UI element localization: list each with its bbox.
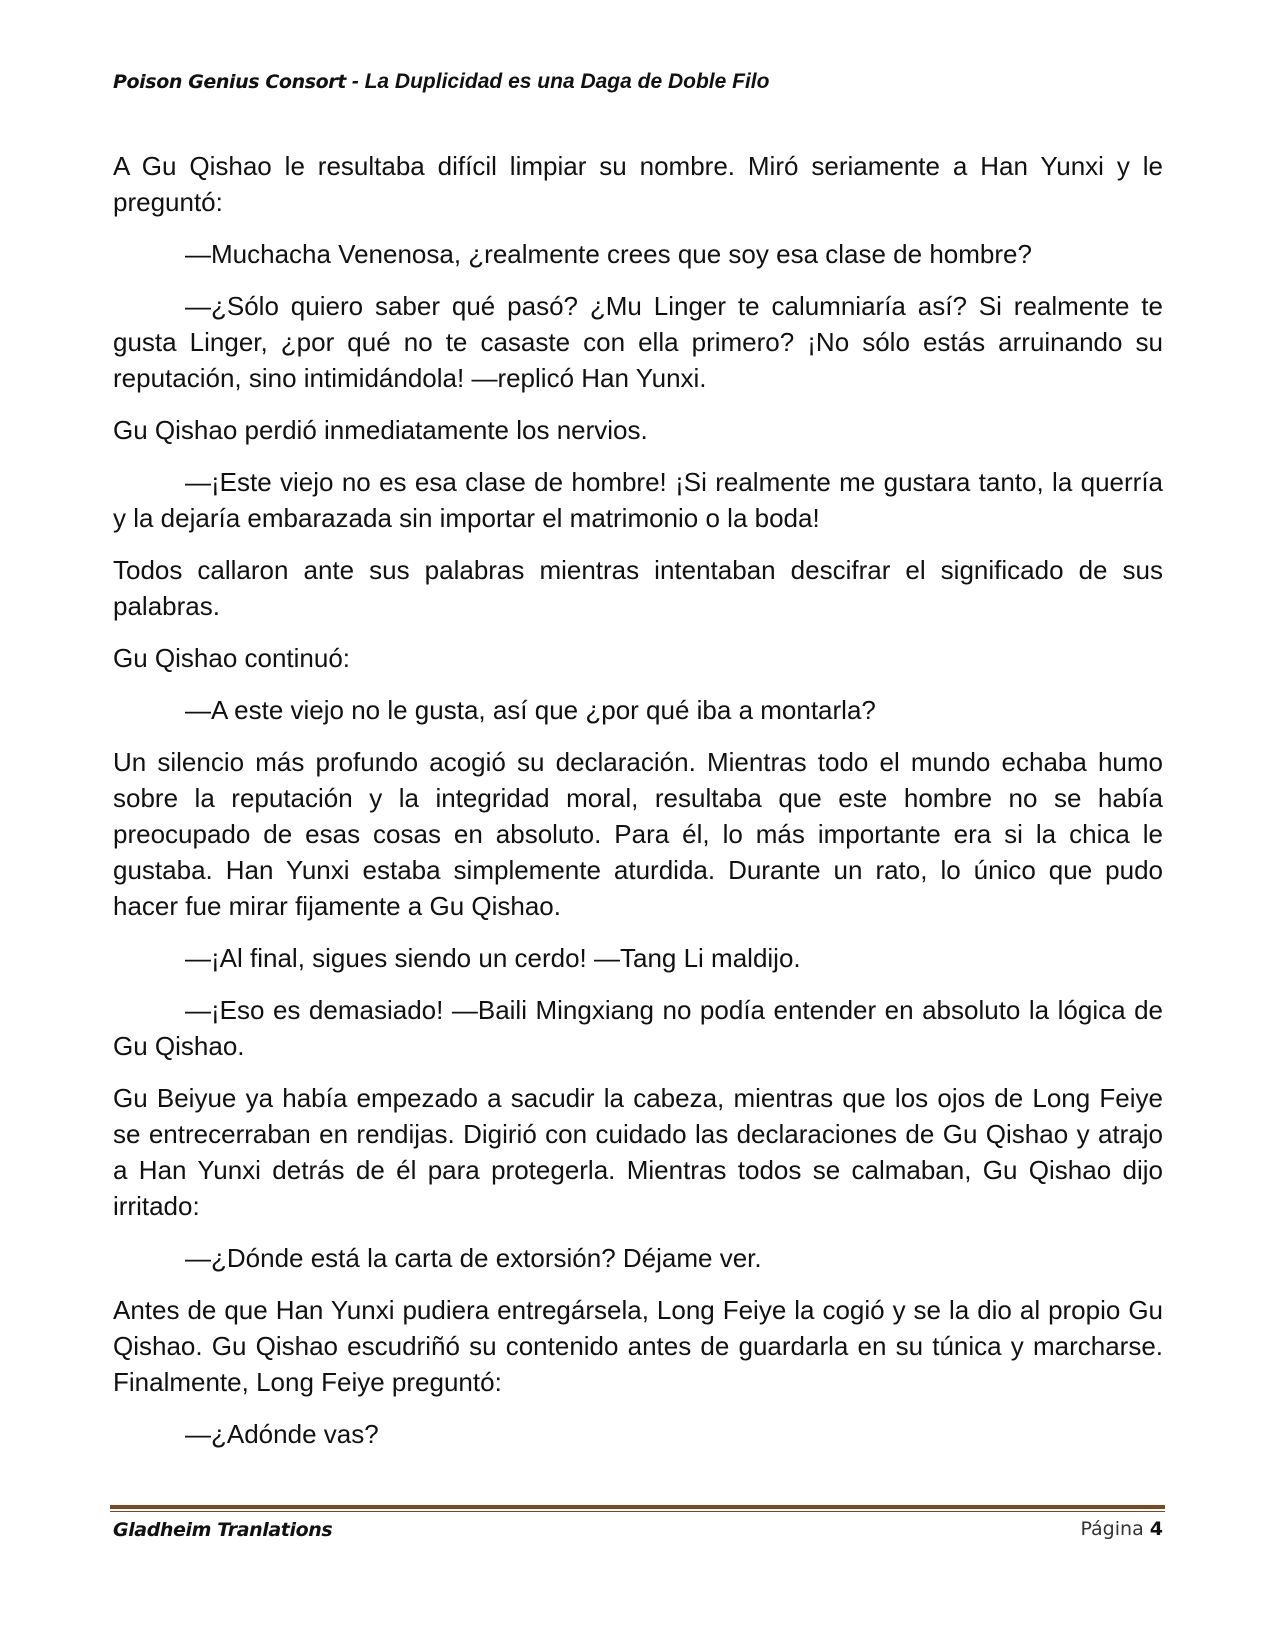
dialog-paragraph: —¡Eso es demasiado! —Baili Mingxiang no podía entender en absoluto la lógica de Gu Qishao. <box>113 995 1163 1061</box>
dialog-paragraph: —Muchacha Venenosa, ¿realmente crees que soy esa clase de hombre? <box>185 239 1032 269</box>
page-indicator <box>1080 1518 1163 1540</box>
narration-paragraph: Todos callaron ante sus palabras mientras intentaban descifrar el significado de sus palabras. <box>113 555 1163 621</box>
dialog-paragraph: —¿Dónde está la carta de extorsión? Déjame ver. <box>185 1243 762 1273</box>
header-separator: - <box>345 70 365 93</box>
dialog-paragraph: —¡Al final, sigues siendo un cerdo! —Tang Li maldijo. <box>185 943 801 973</box>
page-number: 4 <box>1149 1518 1163 1540</box>
footer-rule-thin <box>110 1511 1165 1512</box>
page-label: Página <box>1080 1518 1144 1540</box>
narration-paragraph: Gu Qishao perdió inmediatamente los nervios. <box>113 415 648 445</box>
narration-paragraph: Gu Qishao continuó: <box>113 643 351 673</box>
page-header <box>113 70 1163 94</box>
narration-paragraph: A Gu Qishao le resultaba difícil limpiar su nombre. Miró seriamente a Han Yunxi y le preguntó: <box>113 151 1163 217</box>
footer-rule-thick <box>110 1505 1165 1509</box>
series-title: Poison Genius Consort <box>113 71 346 93</box>
dialog-paragraph: —¿Adónde vas? <box>185 1419 379 1449</box>
narration-paragraph: Antes de que Han Yunxi pudiera entregársela, Long Feiye la cogió y se la dio al propio Gu Qishao. Gu Qishao escudriñó su contenido antes de guardarla en su túnica y marcharse. Finalmente, Long Feiye preguntó: <box>113 1295 1163 1397</box>
dialog-paragraph: —A este viejo no le gusta, así que ¿por qué iba a montarla? <box>185 695 876 725</box>
publisher-name: Gladheim Tranlations <box>113 1519 333 1541</box>
dialog-paragraph: —¡Este viejo no es esa clase de hombre! ¡Si realmente me gustara tanto, la querría y la dejaría embarazada sin importar el matrimonio o la boda! <box>113 467 1163 533</box>
chapter-body <box>113 148 1163 1468</box>
chapter-title: La Duplicidad es una Daga de Doble Filo <box>364 70 770 93</box>
narration-paragraph: Un silencio más profundo acogió su declaración. Mientras todo el mundo echaba humo sobre la reputación y la integridad moral, resultaba que este hombre no se había preocupado de esas cosas en absoluto. Para él, lo más importante era si la chica le gustaba. Han Yunxi estaba simplemente aturdida. Durante un rato, lo único que pudo hacer fue mirar fijamente a Gu Qishao. <box>113 747 1163 921</box>
narration-paragraph: Gu Beiyue ya había empezado a sacudir la cabeza, mientras que los ojos de Long Feiye se entrecerraban en rendijas. Digirió con cuidado las declaraciones de Gu Qishao y atrajo a Han Yunxi detrás de él para protegerla. Mientras todos se calmaban, Gu Qishao dijo irritado: <box>113 1083 1163 1221</box>
footer-rule <box>110 1505 1165 1512</box>
dialog-paragraph: —¿Sólo quiero saber qué pasó? ¿Mu Linger te calumniaría así? Si realmente te gusta Linger, ¿por qué no te casaste con ella primero? ¡No sólo estás arruinando su reputación, sino intimidándola! —replicó Han Yunxi. <box>113 291 1163 393</box>
